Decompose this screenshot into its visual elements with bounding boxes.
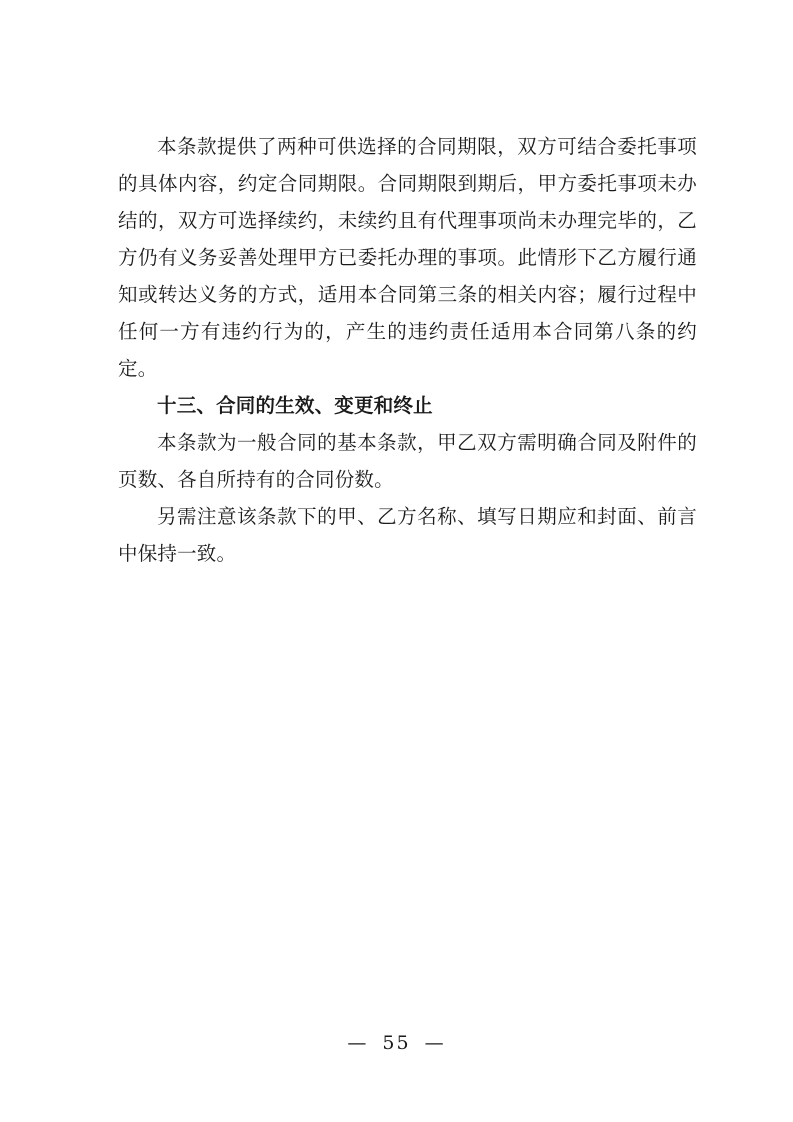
paragraph-3: 另需注意该条款下的甲、乙方名称、填写日期应和封面、前言中保持一致。	[118, 505, 697, 565]
footer-dash-right: —	[424, 1032, 446, 1054]
paragraph-1: 本条款提供了两种可供选择的合同期限，双方可结合委托事项的具体内容，约定合同期限。合同期限到期后，甲方委托事项未办结的，双方可选择续约，未续约且有代理事项尚未办理完毕的，乙方仍有义务妥善处理甲方已委托办理的事项。此情形下乙方履行通知或转达义务的方式，适用本合同第三条的相关内容；履行过程中任何一方有违约行为的，产生的违约责任适用本合同第八条的约定。	[118, 135, 697, 380]
paragraph-2: 本条款为一般合同的基本条款，甲乙双方需明确合同及附件的页数、各自所持有的合同份数。	[118, 431, 697, 491]
document-body	[118, 128, 697, 572]
page-footer	[0, 1032, 793, 1054]
page-number: 55	[382, 1032, 411, 1054]
footer-dash-left: —	[347, 1032, 369, 1054]
section-heading-13: 十三、合同的生效、变更和终止	[157, 394, 433, 417]
